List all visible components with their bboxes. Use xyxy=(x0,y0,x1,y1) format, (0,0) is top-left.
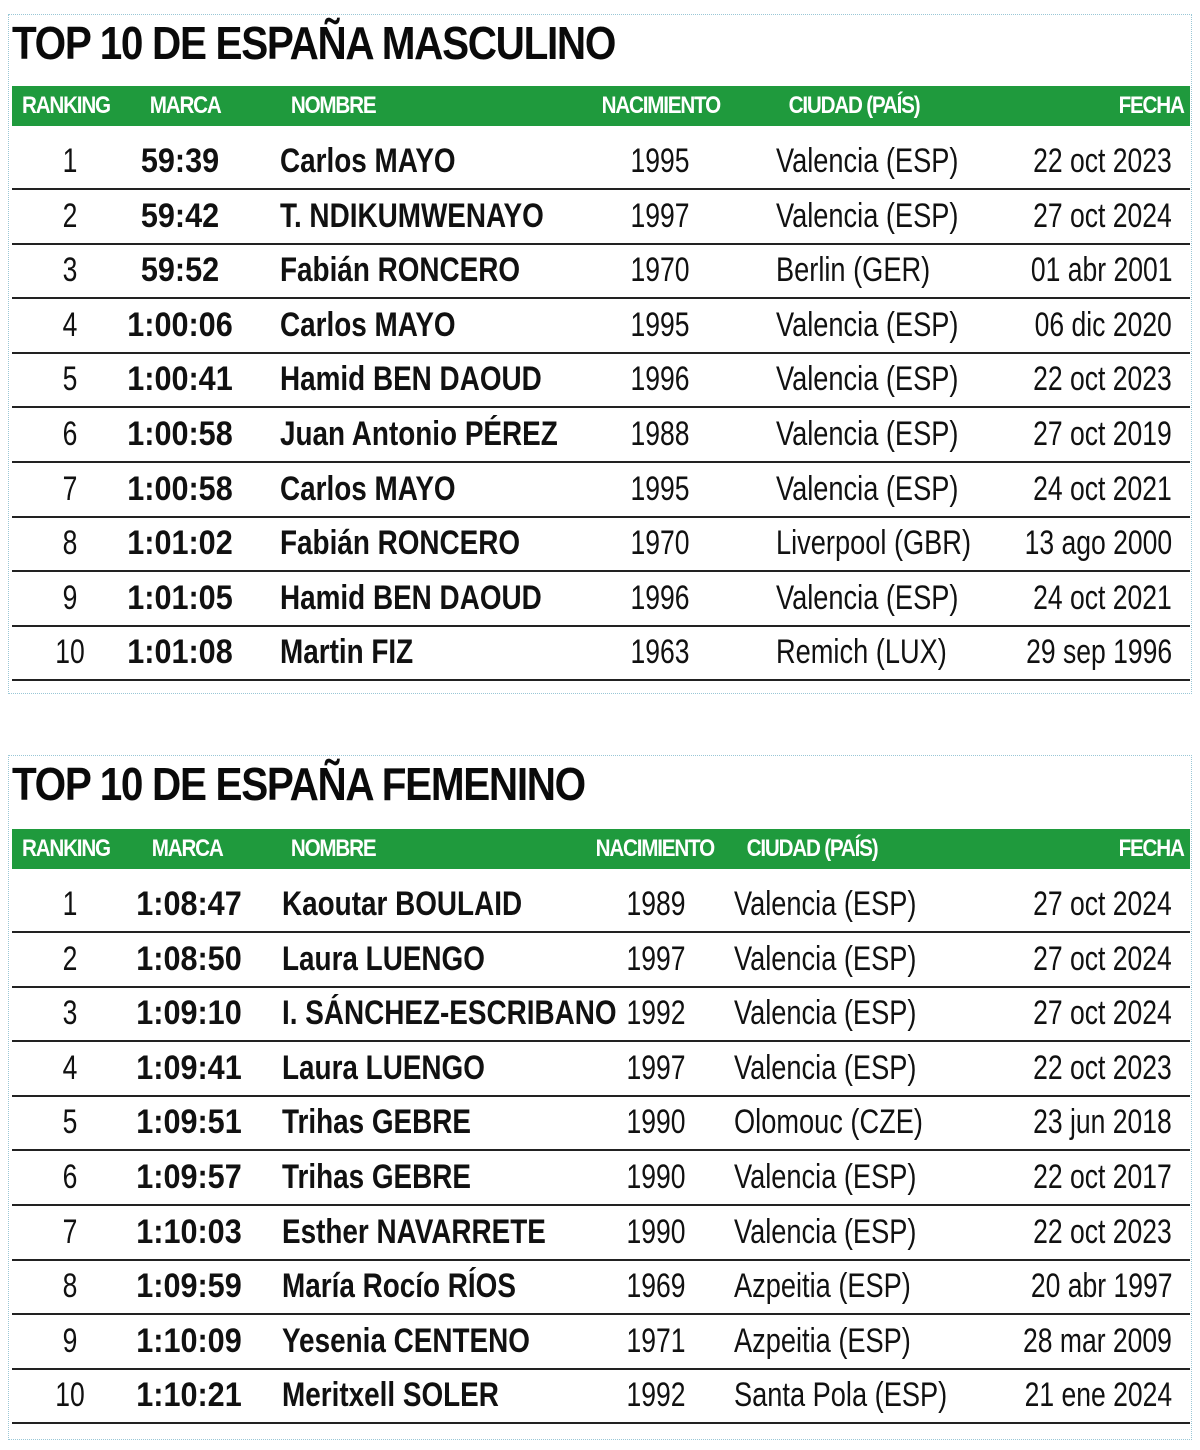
header-nacimiento: NACIMIENTO xyxy=(595,835,714,862)
cell-fecha: 20 abr 1997 xyxy=(1030,1267,1172,1306)
header-ciudad: CIUDAD (PAÍS) xyxy=(746,835,878,862)
cell-marca: 1:00:06 xyxy=(127,305,233,344)
cell-nombre: Kaoutar BOULAID xyxy=(282,885,523,923)
table-row xyxy=(12,516,1190,572)
cell-fecha: 22 oct 2023 xyxy=(1033,1212,1172,1251)
cell-nombre: Fabián RONCERO xyxy=(280,251,521,290)
cell-marca: 1:08:50 xyxy=(136,939,242,978)
cell-nombre: Yesenia CENTENO xyxy=(282,1321,530,1360)
cell-marca: 1:01:05 xyxy=(127,578,233,617)
header-marca: MARCA xyxy=(151,835,223,862)
table-row xyxy=(12,189,1190,245)
cell-ciudad: Valencia (ESP) xyxy=(734,1158,917,1196)
cell-ciudad: Santa Pola (ESP) xyxy=(734,1376,948,1415)
table-row xyxy=(12,625,1190,681)
table-row xyxy=(12,1368,1190,1424)
cell-nacimiento: 1988 xyxy=(630,415,690,453)
cell-ciudad: Valencia (ESP) xyxy=(776,360,959,399)
cell-marca: 1:09:10 xyxy=(136,994,242,1033)
cell-fecha: 22 oct 2023 xyxy=(1033,142,1172,180)
cell-fecha: 21 ene 2024 xyxy=(1024,1376,1172,1415)
cell-ranking: 5 xyxy=(62,1103,78,1142)
cell-fecha: 28 mar 2009 xyxy=(1023,1321,1172,1360)
cell-ranking: 8 xyxy=(62,1267,78,1306)
header-ranking: RANKING xyxy=(22,92,110,119)
table-row xyxy=(12,134,1190,190)
cell-nacimiento: 1989 xyxy=(626,885,686,923)
table-title: TOP 10 DE ESPAÑA MASCULINO xyxy=(12,17,615,69)
cell-ciudad: Valencia (ESP) xyxy=(734,1048,917,1087)
cell-ranking: 1 xyxy=(62,142,78,180)
header-ranking: RANKING xyxy=(22,835,110,862)
table-row xyxy=(12,986,1190,1042)
cell-nombre: Hamid BEN DAOUD xyxy=(280,578,542,617)
cell-nombre: Laura LUENGO xyxy=(282,939,485,978)
cell-ranking: 6 xyxy=(62,415,78,453)
cell-ciudad: Remich (LUX) xyxy=(776,633,947,672)
cell-nacimiento: 1971 xyxy=(626,1321,686,1360)
cell-ciudad: Valencia (ESP) xyxy=(776,415,959,453)
table-row xyxy=(12,877,1190,933)
cell-nacimiento: 1990 xyxy=(626,1158,686,1196)
cell-ranking: 1 xyxy=(62,885,78,923)
cell-nacimiento: 1970 xyxy=(630,524,690,563)
header-marca: MARCA xyxy=(149,92,221,119)
cell-fecha: 27 oct 2024 xyxy=(1033,939,1172,978)
cell-marca: 1:00:41 xyxy=(127,360,233,399)
cell-ranking: 10 xyxy=(55,1376,85,1415)
cell-marca: 1:01:02 xyxy=(127,524,233,563)
cell-marca: 1:09:41 xyxy=(136,1048,242,1087)
header-fecha: FECHA xyxy=(1118,92,1184,119)
cell-ciudad: Valencia (ESP) xyxy=(776,196,959,235)
cell-nacimiento: 1992 xyxy=(626,994,686,1033)
cell-marca: 59:39 xyxy=(140,142,220,180)
cell-ciudad: Azpeitia (ESP) xyxy=(734,1267,911,1306)
cell-marca: 59:42 xyxy=(140,196,220,235)
header-nombre: NOMBRE xyxy=(290,835,376,862)
table-title: TOP 10 DE ESPAÑA FEMENINO xyxy=(12,758,585,810)
header-fecha: FECHA xyxy=(1118,835,1184,862)
cell-nombre: Laura LUENGO xyxy=(282,1048,485,1087)
cell-fecha: 27 oct 2019 xyxy=(1033,415,1172,453)
cell-marca: 1:01:08 xyxy=(127,633,233,672)
cell-nacimiento: 1995 xyxy=(630,142,690,180)
cell-ciudad: Valencia (ESP) xyxy=(776,142,959,180)
cell-fecha: 29 sep 1996 xyxy=(1026,633,1172,672)
cell-nacimiento: 1997 xyxy=(630,196,690,235)
cell-nacimiento: 1997 xyxy=(626,939,686,978)
cell-nombre: I. SÁNCHEZ-ESCRIBANO xyxy=(282,994,617,1033)
cell-nacimiento: 1970 xyxy=(630,251,690,290)
cell-fecha: 27 oct 2024 xyxy=(1033,196,1172,235)
cell-ciudad: Valencia (ESP) xyxy=(776,469,959,508)
cell-ciudad: Valencia (ESP) xyxy=(776,305,959,344)
cell-fecha: 22 oct 2017 xyxy=(1033,1158,1172,1196)
cell-ranking: 2 xyxy=(62,196,78,235)
cell-ciudad: Valencia (ESP) xyxy=(734,885,917,923)
header-ciudad: CIUDAD (PAÍS) xyxy=(788,92,920,119)
table-femenino xyxy=(0,745,1200,1450)
table-row xyxy=(12,407,1190,463)
cell-ranking: 7 xyxy=(62,469,78,508)
table-row xyxy=(12,932,1190,988)
cell-fecha: 27 oct 2024 xyxy=(1033,885,1172,923)
cell-nombre: Carlos MAYO xyxy=(280,142,456,180)
cell-fecha: 23 jun 2018 xyxy=(1033,1103,1172,1142)
cell-ranking: 8 xyxy=(62,524,78,563)
cell-nombre: Carlos MAYO xyxy=(280,469,456,508)
cell-nacimiento: 1990 xyxy=(626,1212,686,1251)
cell-nombre: Carlos MAYO xyxy=(280,305,456,344)
cell-ciudad: Olomouc (CZE) xyxy=(734,1103,923,1142)
cell-nombre: T. NDIKUMWENAYO xyxy=(280,196,544,235)
cell-nacimiento: 1996 xyxy=(630,360,690,399)
cell-fecha: 24 oct 2021 xyxy=(1033,578,1172,617)
table-row xyxy=(12,352,1190,408)
table-row xyxy=(12,1041,1190,1097)
cell-ciudad: Azpeitia (ESP) xyxy=(734,1321,911,1360)
table-row xyxy=(12,462,1190,518)
table-header xyxy=(12,86,1190,126)
cell-marca: 1:10:21 xyxy=(136,1376,242,1415)
table-row xyxy=(12,1314,1190,1370)
cell-nacimiento: 1969 xyxy=(626,1267,686,1306)
cell-fecha: 13 ago 2000 xyxy=(1024,524,1172,563)
cell-fecha: 22 oct 2023 xyxy=(1033,360,1172,399)
cell-ranking: 7 xyxy=(62,1212,78,1251)
cell-marca: 1:00:58 xyxy=(127,415,233,453)
cell-nacimiento: 1995 xyxy=(630,469,690,508)
table-row xyxy=(12,1259,1190,1315)
cell-ciudad: Berlin (GER) xyxy=(776,251,931,290)
cell-nombre: Martin FIZ xyxy=(280,633,414,672)
cell-marca: 1:10:09 xyxy=(136,1321,242,1360)
table-row xyxy=(12,1150,1190,1206)
cell-nombre: María Rocío RÍOS xyxy=(282,1267,516,1306)
cell-marca: 1:00:58 xyxy=(127,469,233,508)
table-masculino xyxy=(0,0,1200,700)
table-header xyxy=(12,829,1190,869)
cell-nombre: Fabián RONCERO xyxy=(280,524,521,563)
cell-nombre: Esther NAVARRETE xyxy=(282,1212,546,1251)
cell-ciudad: Valencia (ESP) xyxy=(734,994,917,1033)
cell-ranking: 4 xyxy=(62,1048,78,1087)
cell-marca: 59:52 xyxy=(140,251,220,290)
table-row xyxy=(12,298,1190,354)
cell-ranking: 5 xyxy=(62,360,78,399)
cell-ciudad: Valencia (ESP) xyxy=(776,578,959,617)
cell-nacimiento: 1997 xyxy=(626,1048,686,1087)
cell-nombre: Hamid BEN DAOUD xyxy=(280,360,542,399)
cell-nombre: Trihas GEBRE xyxy=(282,1158,472,1196)
cell-ciudad: Valencia (ESP) xyxy=(734,1212,917,1251)
cell-nombre: Juan Antonio PÉREZ xyxy=(280,415,558,453)
cell-ranking: 9 xyxy=(62,1321,78,1360)
cell-marca: 1:09:51 xyxy=(136,1103,242,1142)
cell-fecha: 27 oct 2024 xyxy=(1033,994,1172,1033)
cell-fecha: 22 oct 2023 xyxy=(1033,1048,1172,1087)
table-row xyxy=(12,571,1190,627)
table-row xyxy=(12,243,1190,299)
cell-ranking: 4 xyxy=(62,305,78,344)
cell-ranking: 2 xyxy=(62,939,78,978)
header-nacimiento: NACIMIENTO xyxy=(601,92,720,119)
cell-fecha: 06 dic 2020 xyxy=(1034,305,1172,344)
cell-nacimiento: 1996 xyxy=(630,578,690,617)
cell-nacimiento: 1992 xyxy=(626,1376,686,1415)
cell-nombre: Trihas GEBRE xyxy=(282,1103,472,1142)
cell-nacimiento: 1963 xyxy=(630,633,690,672)
cell-ranking: 3 xyxy=(62,994,78,1033)
cell-ciudad: Valencia (ESP) xyxy=(734,939,917,978)
cell-ranking: 6 xyxy=(62,1158,78,1196)
cell-nacimiento: 1990 xyxy=(626,1103,686,1142)
cell-marca: 1:09:57 xyxy=(136,1158,242,1196)
cell-nombre: Meritxell SOLER xyxy=(282,1376,499,1415)
header-nombre: NOMBRE xyxy=(290,92,376,119)
cell-marca: 1:10:03 xyxy=(136,1212,242,1251)
cell-nacimiento: 1995 xyxy=(630,305,690,344)
cell-marca: 1:08:47 xyxy=(136,885,242,923)
cell-marca: 1:09:59 xyxy=(136,1267,242,1306)
cell-ranking: 9 xyxy=(62,578,78,617)
cell-fecha: 24 oct 2021 xyxy=(1033,469,1172,508)
cell-ranking: 10 xyxy=(55,633,85,672)
cell-fecha: 01 abr 2001 xyxy=(1030,251,1172,290)
cell-ciudad: Liverpool (GBR) xyxy=(776,524,971,563)
table-row xyxy=(12,1205,1190,1261)
cell-ranking: 3 xyxy=(62,251,78,290)
table-row xyxy=(12,1095,1190,1151)
